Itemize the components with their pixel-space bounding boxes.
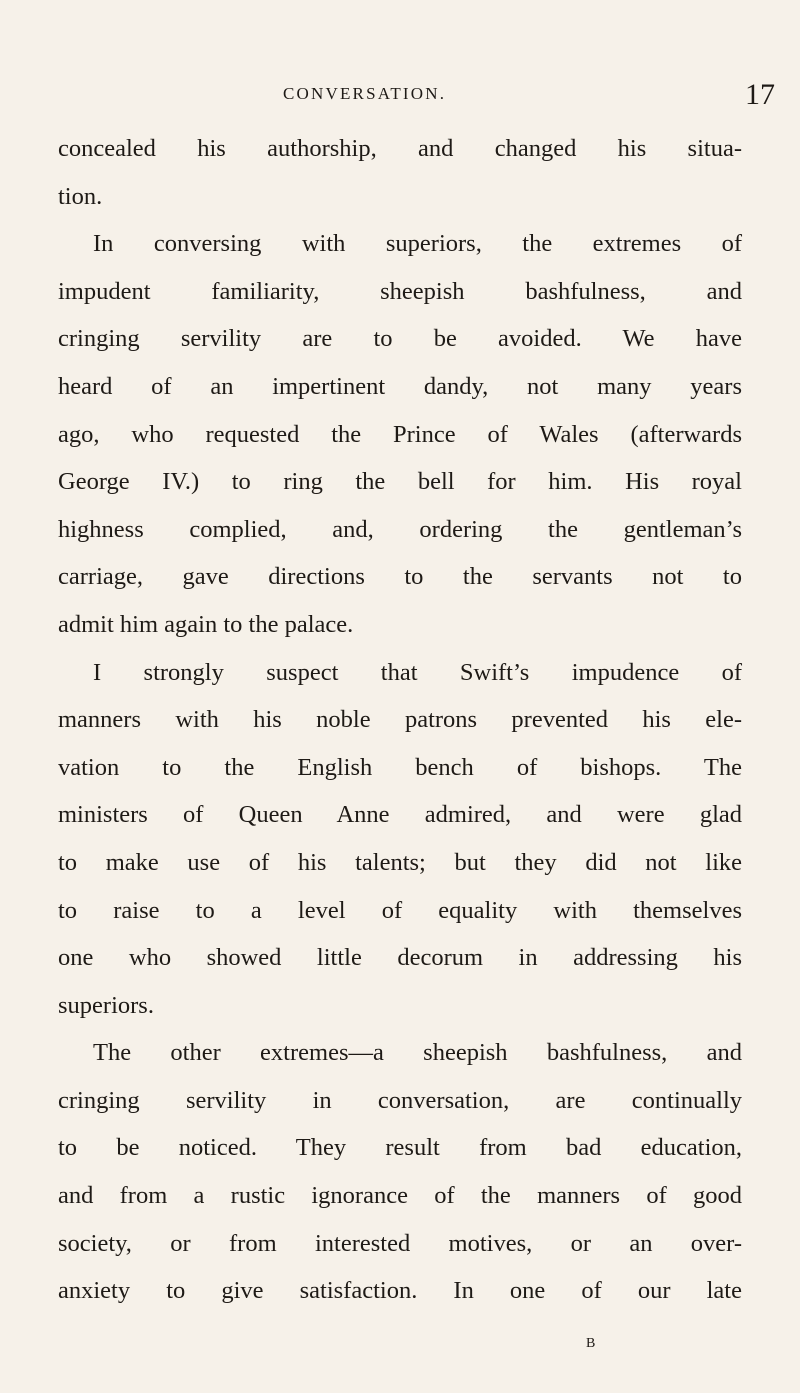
text-line: ministers of Queen Anne admired, and were glad	[58, 801, 742, 829]
text-line: I strongly suspect that Swift’s impudence of	[93, 658, 742, 686]
text-line: superiors.	[58, 991, 154, 1019]
text-line: ago, who requested the Prince of Wales (afterwards	[58, 420, 742, 448]
text-line: concealed his authorship, and changed his situa-	[58, 135, 742, 162]
running-head	[0, 78, 800, 112]
text-line: heard of an impertinent dandy, not many years	[58, 372, 742, 400]
text-line: The other extremes—a sheepish bashfulness, and	[93, 1039, 742, 1067]
text-line: to be noticed. They result from bad education,	[58, 1134, 742, 1162]
body-text	[58, 125, 742, 1315]
text-line: manners with his noble patrons prevented his ele-	[58, 706, 742, 734]
text-line: In conversing with superiors, the extremes of	[93, 230, 742, 258]
text-line: highness complied, and, ordering the gentleman’s	[58, 515, 742, 543]
text-line: anxiety to give satisfaction. In one of our late	[58, 1277, 742, 1305]
text-line: carriage, gave directions to the servants not to	[58, 563, 742, 591]
text-line: one who showed little decorum in addressing his	[58, 944, 742, 972]
text-line: impudent familiarity, sheepish bashfulness, and	[58, 277, 742, 305]
signature-mark: B	[586, 1336, 597, 1351]
text-line: George IV.) to ring the bell for him. His royal	[58, 468, 742, 496]
text-line: vation to the English bench of bishops. The	[58, 753, 742, 781]
running-title: CONVERSATION.	[283, 84, 447, 103]
text-line: to make use of his talents; but they did not like	[58, 848, 742, 876]
text-line: admit him again to the palace.	[58, 610, 354, 638]
text-line: society, or from interested motives, or an over-	[58, 1229, 742, 1257]
page-number: 17	[745, 78, 775, 111]
text-line: tion.	[58, 182, 103, 210]
text-line: cringing servility in conversation, are continually	[58, 1086, 742, 1114]
text-line: and from a rustic ignorance of the manners of good	[58, 1182, 742, 1210]
text-line: cringing servility are to be avoided. We have	[58, 325, 742, 353]
text-line: to raise to a level of equality with themselves	[58, 896, 742, 924]
